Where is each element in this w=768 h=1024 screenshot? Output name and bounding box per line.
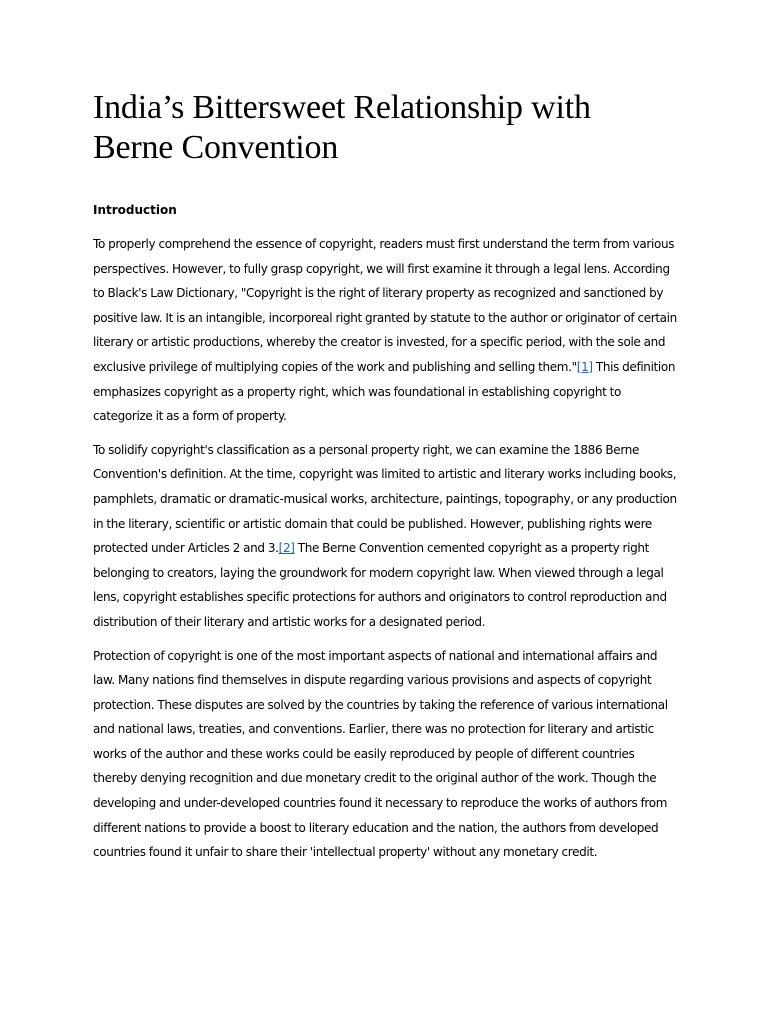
paragraph-1 bbox=[93, 232, 678, 429]
paragraph-2 bbox=[93, 438, 678, 635]
footnote-link-1[interactable]: [1] bbox=[576, 359, 593, 374]
paragraph-2-text-a: To solidify copyright's classification as a personal property right, we can examine the 1886 Berne Convention's definition. At the time, copyright was limited to artistic and literary works including books, pamphlets, dramatic or dramatic-musical works, architecture, paintings, topography, or any production in the literary, scientific or artistic domain that could be published. However, publishing rights were protected under Articles 2 and 3. bbox=[93, 442, 677, 556]
paragraph-1-text-b: This definition emphasizes copyright as a property right, which was foundational in establishing copyright to categorize it as a form of property. bbox=[93, 359, 676, 424]
footnote-link-2[interactable]: [2] bbox=[278, 541, 295, 556]
section-heading-introduction: Introduction bbox=[93, 203, 177, 217]
document-body bbox=[93, 88, 678, 874]
paragraph-1-text-a: To properly comprehend the essence of copyright, readers must first understand the term from various perspectives. However, to fully grasp copyright, we will first examine it through a legal lens. According to Black's Law Dictionary, "Copyright is the right of literary property as recognized and sanctioned by positive law. It is an intangible, incorporeal right granted by statute to the author or originator of certain literary or artistic productions, whereby the creator is invested, for a specific period, with the sole and exclusive privilege of multiplying copies of the work and publishing and selling them." bbox=[93, 237, 677, 374]
paragraph-2-text-b: The Berne Convention cemented copyright as a property right belonging to creators, laying the groundwork for modern copyright law. When viewed through a legal lens, copyright establishes specific protections for authors and originators to control reproduction and distribution of their literary and artistic works for a designated period. bbox=[93, 541, 667, 629]
paragraph-3: Protection of copyright is one of the most important aspects of national and international affairs and law. Many nations find themselves in dispute regarding various provisions and aspects of copyright protection. These disputes are solved by the countries by taking the reference of various international and national laws, treaties, and conventions. Earlier, there was no protection for literary and artistic works of the author and these works could be easily reproduced by people of different countries thereby denying recognition and due monetary credit to the original author of the work. Though the developing and under-developed countries found it necessary to reproduce the works of authors from different nations to provide a boost to literary education and the nation, the authors from developed countries found it unfair to share their 'intellectual property' without any monetary credit. bbox=[93, 648, 668, 860]
document-title: India’s Bittersweet Relationship with Berne Convention bbox=[93, 89, 591, 166]
